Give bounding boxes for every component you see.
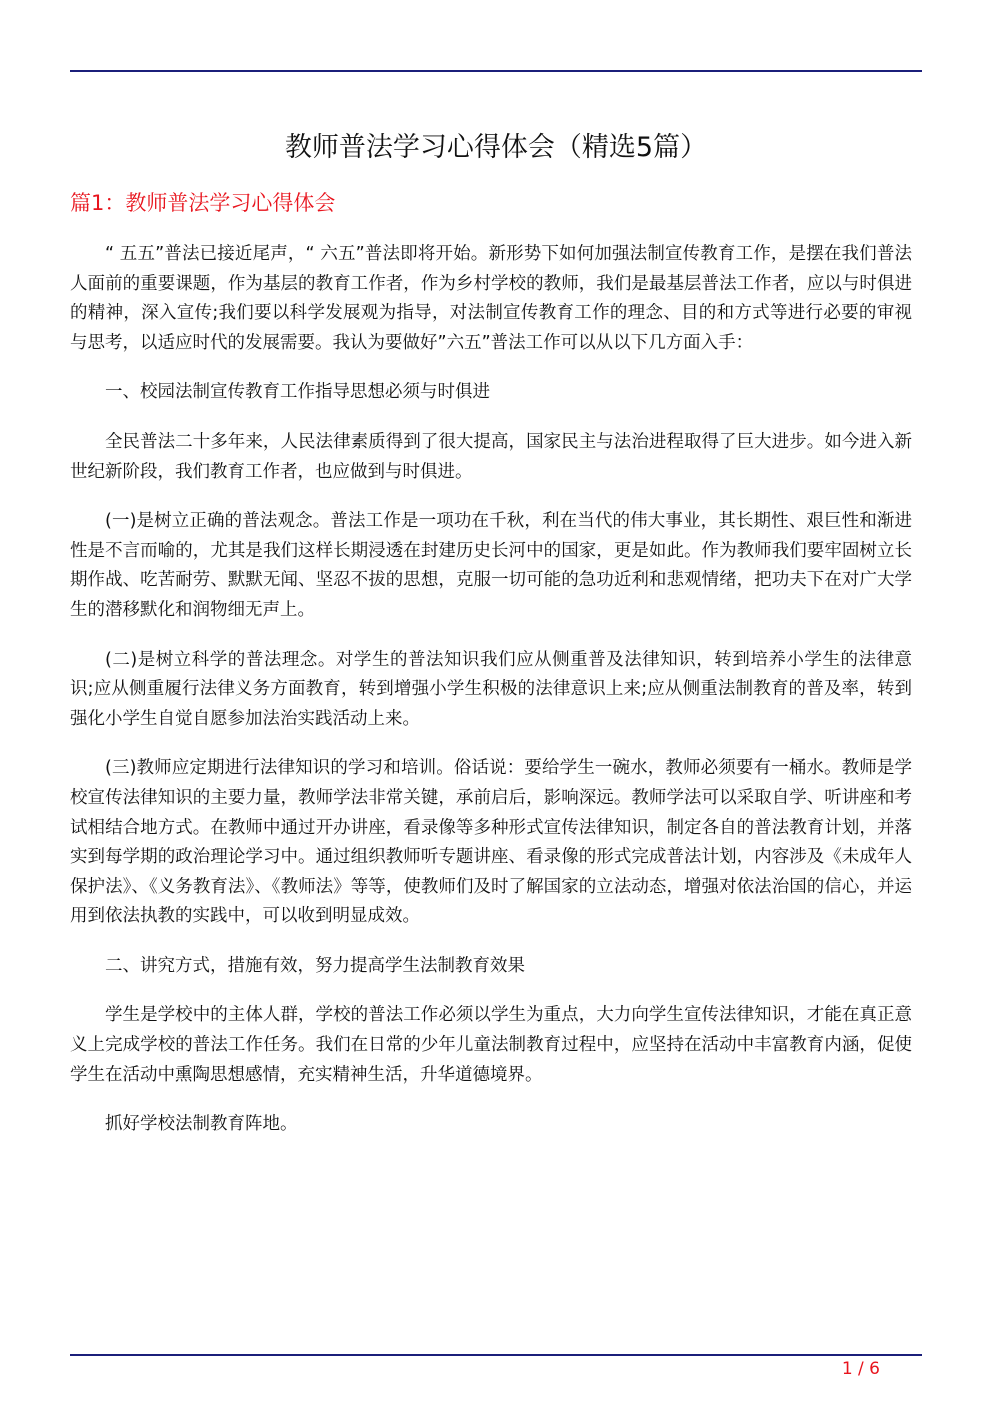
footer-rule	[70, 1354, 922, 1356]
document-body	[70, 240, 912, 1160]
subheading-2: 二、讲究方式，措施有效，努力提高学生法制教育效果	[105, 955, 525, 976]
document-title: 教师普法学习心得体会（精选5篇）	[284, 132, 708, 163]
paragraph: (一)是树立正确的普法观念。普法工作是一项功在千秋，利在当代的伟大事业，其长期性、艰巨性和渐进性是不言而喻的，尤其是我们这样长期浸透在封建历史长河中的国家，更是如此。作为教师我们要牢固树立长期作战、吃苦耐劳、默默无闻、坚忍不拔的思想，克服一切可能的急功近利和悲观情绪，把功夫下在对广大学生的潜移默化和润物细无声上。	[70, 511, 912, 620]
paragraph: 全民普法二十多年来，人民法律素质得到了很大提高，国家民主与法治进程取得了巨大进步。如今进入新世纪新阶段，我们教育工作者，也应做到与时俱进。	[70, 431, 912, 482]
paragraph: (三)教师应定期进行法律知识的学习和培训。俗话说：要给学生一碗水，教师必须要有一桶水。教师是学校宣传法律知识的主要力量，教师学法非常关键，承前启后，影响深远。教师学法可以采取自学、听讲座和考试相结合地方式。在教师中通过开办讲座，看录像等多种形式宣传法律知识，制定各自的普法教育计划，并落实到每学期的政治理论学习中。通过组织教师听专题讲座、看录像的形式完成普法计划，内容涉及《未成年人保护法》、《义务教育法》、《教师法》等等，使教师们及时了解国家的立法动态，增强对依法治国的信心，并运用到依法执教的实践中，可以收到明显成效。	[70, 758, 912, 927]
page-number: 1 / 6	[841, 1359, 880, 1379]
header-rule	[70, 70, 922, 72]
paragraph: (二)是树立科学的普法理念。对学生的普法知识我们应从侧重普及法律知识，转到培养小学生的法律意识;应从侧重履行法律义务方面教育，转到增强小学生积极的法律意识上来;应从侧重法制教育的普及率，转到强化小学生自觉自愿参加法治实践活动上来。	[70, 649, 912, 729]
subheading-1: 一、校园法制宣传教育工作指导思想必须与时俱进	[105, 382, 490, 403]
paragraph-intro: “ 五五”普法已接近尾声，“ 六五”普法即将开始。新形势下如何加强法制宣传教育工作，是摆在我们普法人面前的重要课题，作为基层的教育工作者，作为乡村学校的教师，我们是最基层普法工作者，应以与时俱进的精神，深入宣传;我们要以科学发展观为指导，对法制宣传教育工作的理念、目的和方式等进行必要的审视与思考，以适应时代的发展需要。我认为要做好”六五”普法工作可以从以下几方面入手：	[70, 244, 912, 353]
paragraph: 抓好学校法制教育阵地。	[105, 1114, 298, 1135]
section-title: 篇1：教师普法学习心得体会	[70, 191, 336, 215]
paragraph: 学生是学校中的主体人群，学校的普法工作必须以学生为重点，大力向学生宣传法律知识，才能在真正意义上完成学校的普法工作任务。我们在日常的少年儿童法制教育过程中，应坚持在活动中丰富教育内涵，促使学生在活动中熏陶思想感情，充实精神生活，升华道德境界。	[70, 1005, 912, 1085]
